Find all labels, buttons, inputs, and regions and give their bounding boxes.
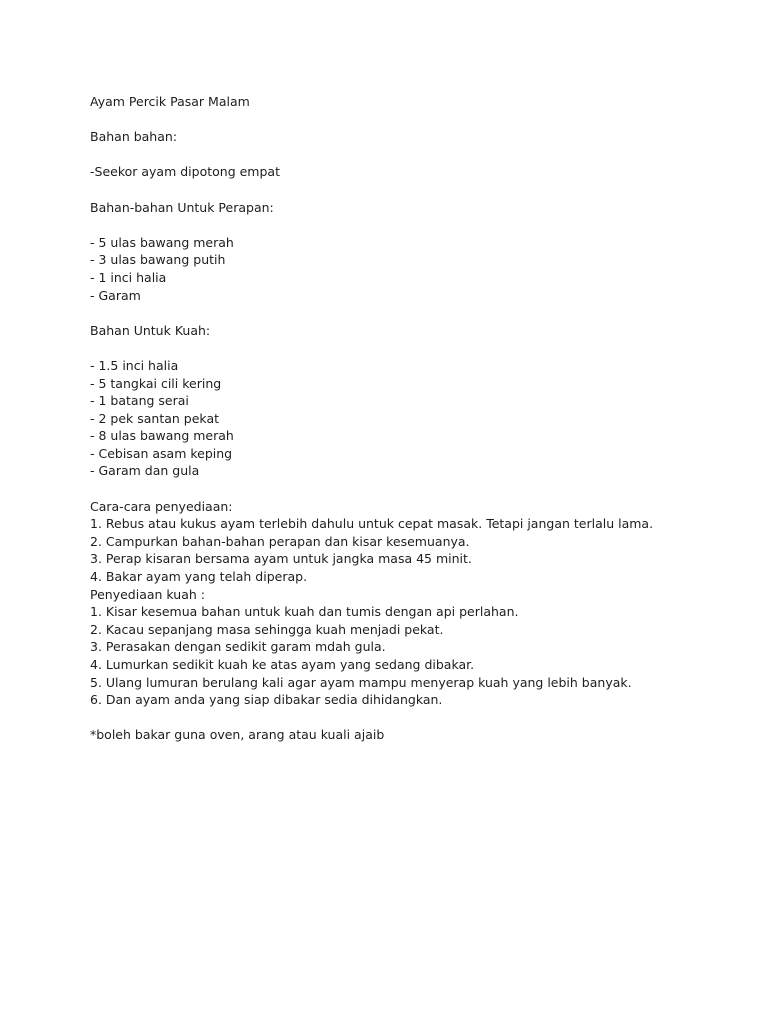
perapan-heading: Bahan-bahan Untuk Perapan: (90, 199, 274, 215)
kuah-item: - 8 ulas bawang merah (90, 428, 234, 444)
penyediaan-kuah-steps (90, 603, 750, 709)
perapan-item: - 1 inci halia (90, 269, 167, 285)
kuah-heading: Bahan Untuk Kuah: (90, 322, 211, 338)
kuah-item: - 1.5 inci halia (90, 357, 179, 373)
recipe-title: Ayam Percik Pasar Malam (90, 94, 250, 109)
spacer (90, 339, 750, 357)
bahan-item: -Seekor ayam dipotong empat (90, 164, 280, 180)
cara-step: 2. Campurkan bahan-bahan perapan dan kisar kesemuanya. (90, 533, 470, 549)
kuah-item: - Garam dan gula (90, 463, 200, 479)
spacer (90, 111, 750, 129)
cara-step: 1. Rebus atau kukus ayam terlebih dahulu untuk cepat masak. Tetapi jangan terlalu lama. (90, 516, 654, 532)
cara-steps (90, 515, 750, 585)
kuah-item: - 5 tangkai cili kering (90, 375, 222, 391)
kuah-step: 6. Dan ayam anda yang siap dibakar sedia dihidangkan. (90, 692, 443, 708)
bahan-heading: Bahan bahan: (90, 129, 178, 145)
kuah-step: 5. Ulang lumuran berulang kali agar ayam mampu menyerap kuah yang lebih banyak. (90, 674, 632, 690)
cara-heading: Cara-cara penyediaan: (90, 498, 233, 514)
perapan-list (90, 234, 750, 304)
footnote: *boleh bakar guna oven, arang atau kuali ajaib (90, 727, 385, 743)
kuah-step: 4. Lumurkan sedikit kuah ke atas ayam yang sedang dibakar. (90, 657, 475, 672)
kuah-step: 1. Kisar kesemua bahan untuk kuah dan tumis dengan api perlahan. (90, 604, 519, 620)
kuah-step: 3. Perasakan dengan sedikit garam mdah gula. (90, 639, 386, 655)
spacer (90, 181, 750, 199)
spacer (90, 709, 750, 727)
cara-step: 3. Perap kisaran bersama ayam untuk jangka masa 45 minit. (90, 551, 472, 567)
bahan-list (90, 163, 750, 181)
document-page (90, 93, 750, 744)
cara-step: 4. Bakar ayam yang telah diperap. (90, 569, 308, 585)
kuah-item: - Cebisan asam keping (90, 445, 233, 461)
penyediaan-kuah-heading: Penyediaan kuah : (90, 586, 205, 602)
kuah-item: - 2 pek santan pekat (90, 410, 220, 426)
spacer (90, 480, 750, 498)
kuah-list (90, 357, 750, 480)
spacer (90, 304, 750, 322)
perapan-item: - Garam (90, 287, 141, 303)
spacer (90, 146, 750, 164)
kuah-item: - 1 batang serai (90, 393, 189, 409)
kuah-step: 2. Kacau sepanjang masa sehingga kuah menjadi pekat. (90, 621, 444, 637)
perapan-item: - 3 ulas bawang putih (90, 252, 226, 268)
perapan-item: - 5 ulas bawang merah (90, 234, 234, 250)
spacer (90, 216, 750, 234)
